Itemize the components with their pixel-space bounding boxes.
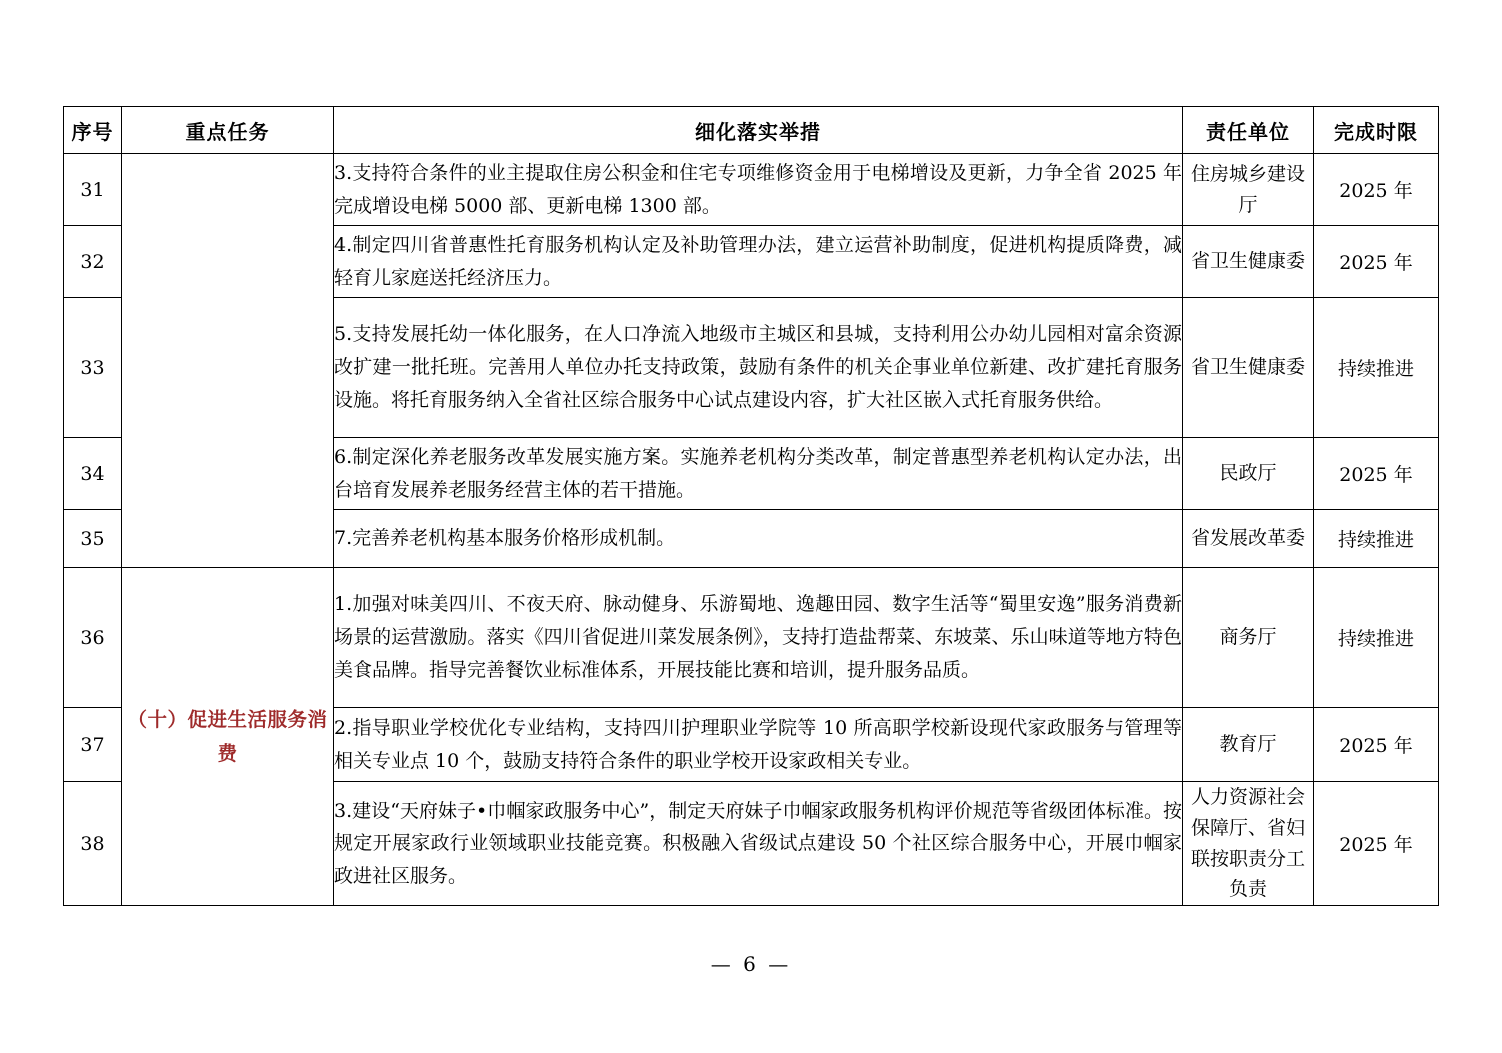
cell-task-group-2: （十）促进生活服务消费 (122, 568, 334, 906)
cell-seq: 36 (64, 568, 122, 708)
cell-measure: 1.加强对味美四川、不夜天府、脉动健身、乐游蜀地、逸趣田园、数字生活等“蜀里安逸”服务消费新场景的运营激励。落实《四川省促进川菜发展条例》，支持打造盐帮菜、东坡菜、乐山味道等地方特色美食品牌。指导完善餐饮业标准体系，开展技能比赛和培训，提升服务品质。 (334, 568, 1183, 708)
cell-time: 持续推进 (1314, 568, 1439, 708)
cell-unit: 商务厅 (1183, 568, 1314, 708)
cell-measure: 7.完善养老机构基本服务价格形成机制。 (334, 510, 1183, 568)
cell-time: 2025 年 (1314, 438, 1439, 510)
cell-task-group-1 (122, 154, 334, 568)
cell-measure: 3.建设“天府妹子•巾帼家政服务中心”，制定天府妹子巾帼家政服务机构评价规范等省级团体标准。按规定开展家政行业领域职业技能竞赛。积极融入省级试点建设 50 个社区综合服务中心，开展巾帼家政进社区服务。 (334, 782, 1183, 906)
table-row (64, 154, 1439, 226)
column-header-time: 完成时限 (1314, 107, 1439, 154)
page-number: — 6 — (710, 952, 792, 976)
cell-measure: 3.支持符合条件的业主提取住房公积金和住宅专项维修资金用于电梯增设及更新，力争全省 2025 年完成增设电梯 5000 部、更新电梯 1300 部。 (334, 154, 1183, 226)
cell-time: 2025 年 (1314, 154, 1439, 226)
cell-unit: 民政厅 (1183, 438, 1314, 510)
cell-seq: 35 (64, 510, 122, 568)
table-header-row (64, 107, 1439, 154)
cell-unit: 省卫生健康委 (1183, 226, 1314, 298)
cell-measure: 5.支持发展托幼一体化服务，在人口净流入地级市主城区和县城，支持利用公办幼儿园相对富余资源改扩建一批托班。完善用人单位办托支持政策，鼓励有条件的机关企事业单位新建、改扩建托育服务设施。将托育服务纳入全省社区综合服务中心试点建设内容，扩大社区嵌入式托育服务供给。 (334, 298, 1183, 438)
cell-time: 2025 年 (1314, 226, 1439, 298)
cell-time: 持续推进 (1314, 510, 1439, 568)
cell-unit: 教育厅 (1183, 708, 1314, 782)
column-header-measure: 细化落实举措 (334, 107, 1183, 154)
cell-measure: 4.制定四川省普惠性托育服务机构认定及补助管理办法，建立运营补助制度，促进机构提质降费，减轻育儿家庭送托经济压力。 (334, 226, 1183, 298)
table-row (64, 568, 1439, 708)
cell-measure: 6.制定深化养老服务改革发展实施方案。实施养老机构分类改革，制定普惠型养老机构认定办法，出台培育发展养老服务经营主体的若干措施。 (334, 438, 1183, 510)
cell-seq: 34 (64, 438, 122, 510)
cell-time: 持续推进 (1314, 298, 1439, 438)
cell-seq: 31 (64, 154, 122, 226)
column-header-unit: 责任单位 (1183, 107, 1314, 154)
cell-seq: 37 (64, 708, 122, 782)
cell-seq: 32 (64, 226, 122, 298)
cell-measure: 2.指导职业学校优化专业结构，支持四川护理职业学院等 10 所高职学校新设现代家政服务与管理等相关专业点 10 个，鼓励支持符合条件的职业学校开设家政相关专业。 (334, 708, 1183, 782)
cell-unit: 住房城乡建设厅 (1183, 154, 1314, 226)
cell-seq: 38 (64, 782, 122, 906)
column-header-seq: 序号 (64, 107, 122, 154)
cell-time: 2025 年 (1314, 708, 1439, 782)
cell-unit: 省卫生健康委 (1183, 298, 1314, 438)
cell-time: 2025 年 (1314, 782, 1439, 906)
cell-seq: 33 (64, 298, 122, 438)
column-header-task: 重点任务 (122, 107, 334, 154)
cell-unit: 人力资源社会保障厅、省妇联按职责分工负责 (1183, 782, 1314, 906)
cell-unit: 省发展改革委 (1183, 510, 1314, 568)
measures-table (63, 106, 1439, 906)
